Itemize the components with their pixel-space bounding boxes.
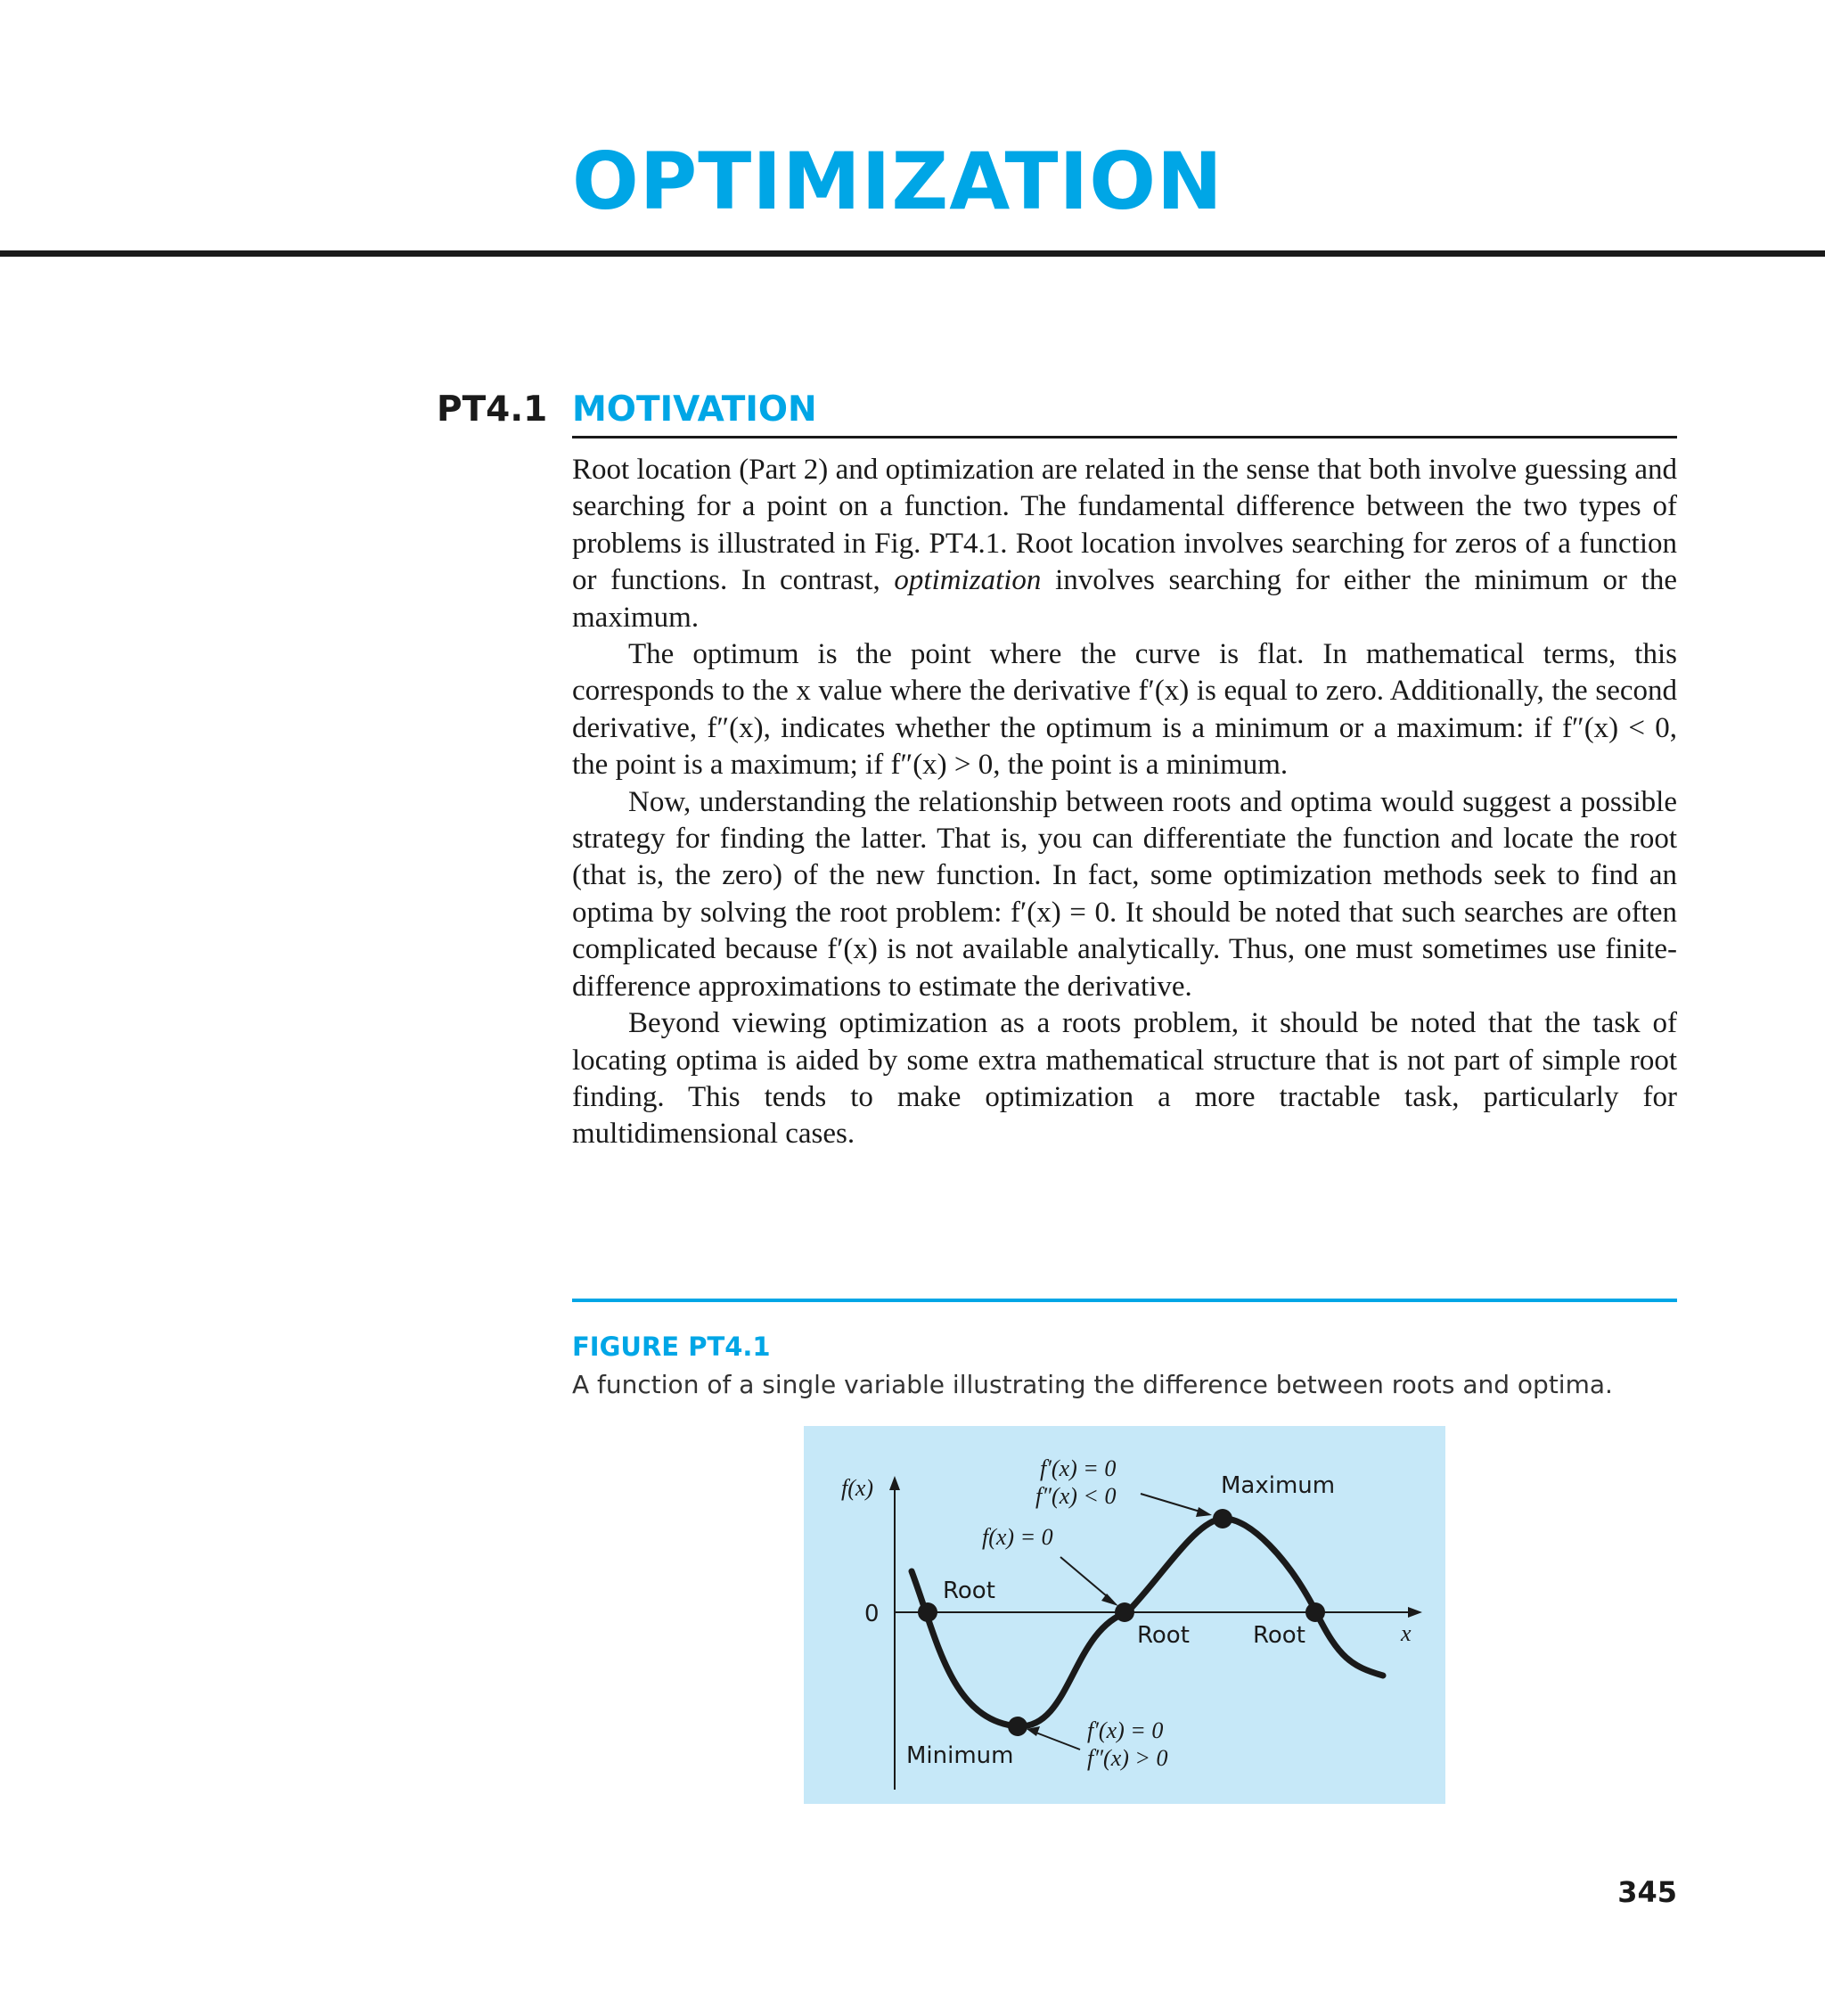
body-text xyxy=(572,452,1677,1153)
root-condition: f(x) = 0 xyxy=(982,1524,1053,1550)
figure-caption: A function of a single variable illustrating the difference between roots and optima. xyxy=(572,1370,1613,1399)
section-title: MOTIVATION xyxy=(572,389,817,430)
maximum-point xyxy=(1213,1509,1232,1528)
root-label-middle: Root xyxy=(1137,1622,1190,1649)
title-rule xyxy=(0,250,1825,257)
paragraph-1 xyxy=(572,452,1677,636)
max-condition-second-derivative: f″(x) < 0 xyxy=(1035,1483,1117,1509)
paragraph-4: Beyond viewing optimization as a roots problem, it should be noted that the task of locating optima is aided by some extra mathematical structure that is not part of simple root finding. This tends to make optimization a more tractable task, particularly for multidimensional cases. xyxy=(572,1007,1677,1151)
x-axis-label: x xyxy=(1401,1620,1412,1646)
paragraph-1-before: Root location (Part 2) and optimization are related in the sense that both involve guessing and searching for a point on a function. The fundamental difference between the two types of problems is illustrated in Fig. PT4.1. Root location involves searching for zeros of a function or functions. In contrast, xyxy=(572,454,1677,597)
y-axis-arrowhead xyxy=(889,1476,900,1490)
min-condition-first-derivative: f′(x) = 0 xyxy=(1087,1717,1164,1743)
root-point-left xyxy=(918,1602,937,1622)
root-point-right xyxy=(1305,1602,1325,1622)
root-label-left: Root xyxy=(943,1578,995,1604)
section-rule xyxy=(572,436,1677,438)
maximum-leader xyxy=(1141,1494,1203,1512)
figure-panel xyxy=(804,1426,1445,1804)
part-title: OPTIMIZATION xyxy=(572,135,1223,227)
paragraph-2: The optimum is the point where the curve is flat. In mathematical terms, this corresponds to the x value where the derivative f′(x) is equal to zero. Additionally, the second derivative, f″(x), indicates whether the optimum is a minimum or a maximum: if f″(x) < 0, the point is a maximum; if f″(x) > 0, the point is a minimum. xyxy=(572,638,1677,782)
minimum-leader xyxy=(1034,1732,1080,1750)
minimum-point xyxy=(1008,1717,1027,1736)
section-number: PT4.1 xyxy=(437,389,548,430)
min-condition-second-derivative: f″(x) > 0 xyxy=(1087,1745,1168,1771)
minimum-label: Minimum xyxy=(906,1742,1014,1769)
paragraph-1-emphasis: optimization xyxy=(894,564,1042,597)
x-axis-arrowhead xyxy=(1408,1607,1422,1618)
root-label-right: Root xyxy=(1253,1622,1305,1649)
root-leader-arrowhead xyxy=(1101,1594,1118,1606)
maximum-label: Maximum xyxy=(1221,1472,1336,1499)
maximum-leader-arrowhead xyxy=(1196,1507,1212,1517)
figure-rule xyxy=(572,1299,1677,1302)
origin-label: 0 xyxy=(864,1601,880,1627)
paragraph-3: Now, understanding the relationship between roots and optima would suggest a possible strategy for finding the latter. That is, you can differentiate the function and locate the root (that is, the zero) of the new function. In fact, some optimization methods seek to find an optima by solving the root problem: f′(x) = 0. It should be noted that such searches are often complicated because f′(x) is not available analytically. Thus, one must sometimes use finite-difference approximations to estimate the derivative. xyxy=(572,785,1677,1003)
y-axis-label: f(x) xyxy=(841,1475,874,1501)
max-condition-first-derivative: f′(x) = 0 xyxy=(1040,1455,1117,1481)
figure-label: FIGURE PT4.1 xyxy=(572,1332,771,1362)
page-number: 345 xyxy=(1617,1875,1677,1909)
root-leader xyxy=(1060,1557,1112,1601)
function-diagram xyxy=(804,1426,1445,1804)
paragraph-1-after: involves searching for either the minimum or the maximum. xyxy=(572,564,1677,634)
